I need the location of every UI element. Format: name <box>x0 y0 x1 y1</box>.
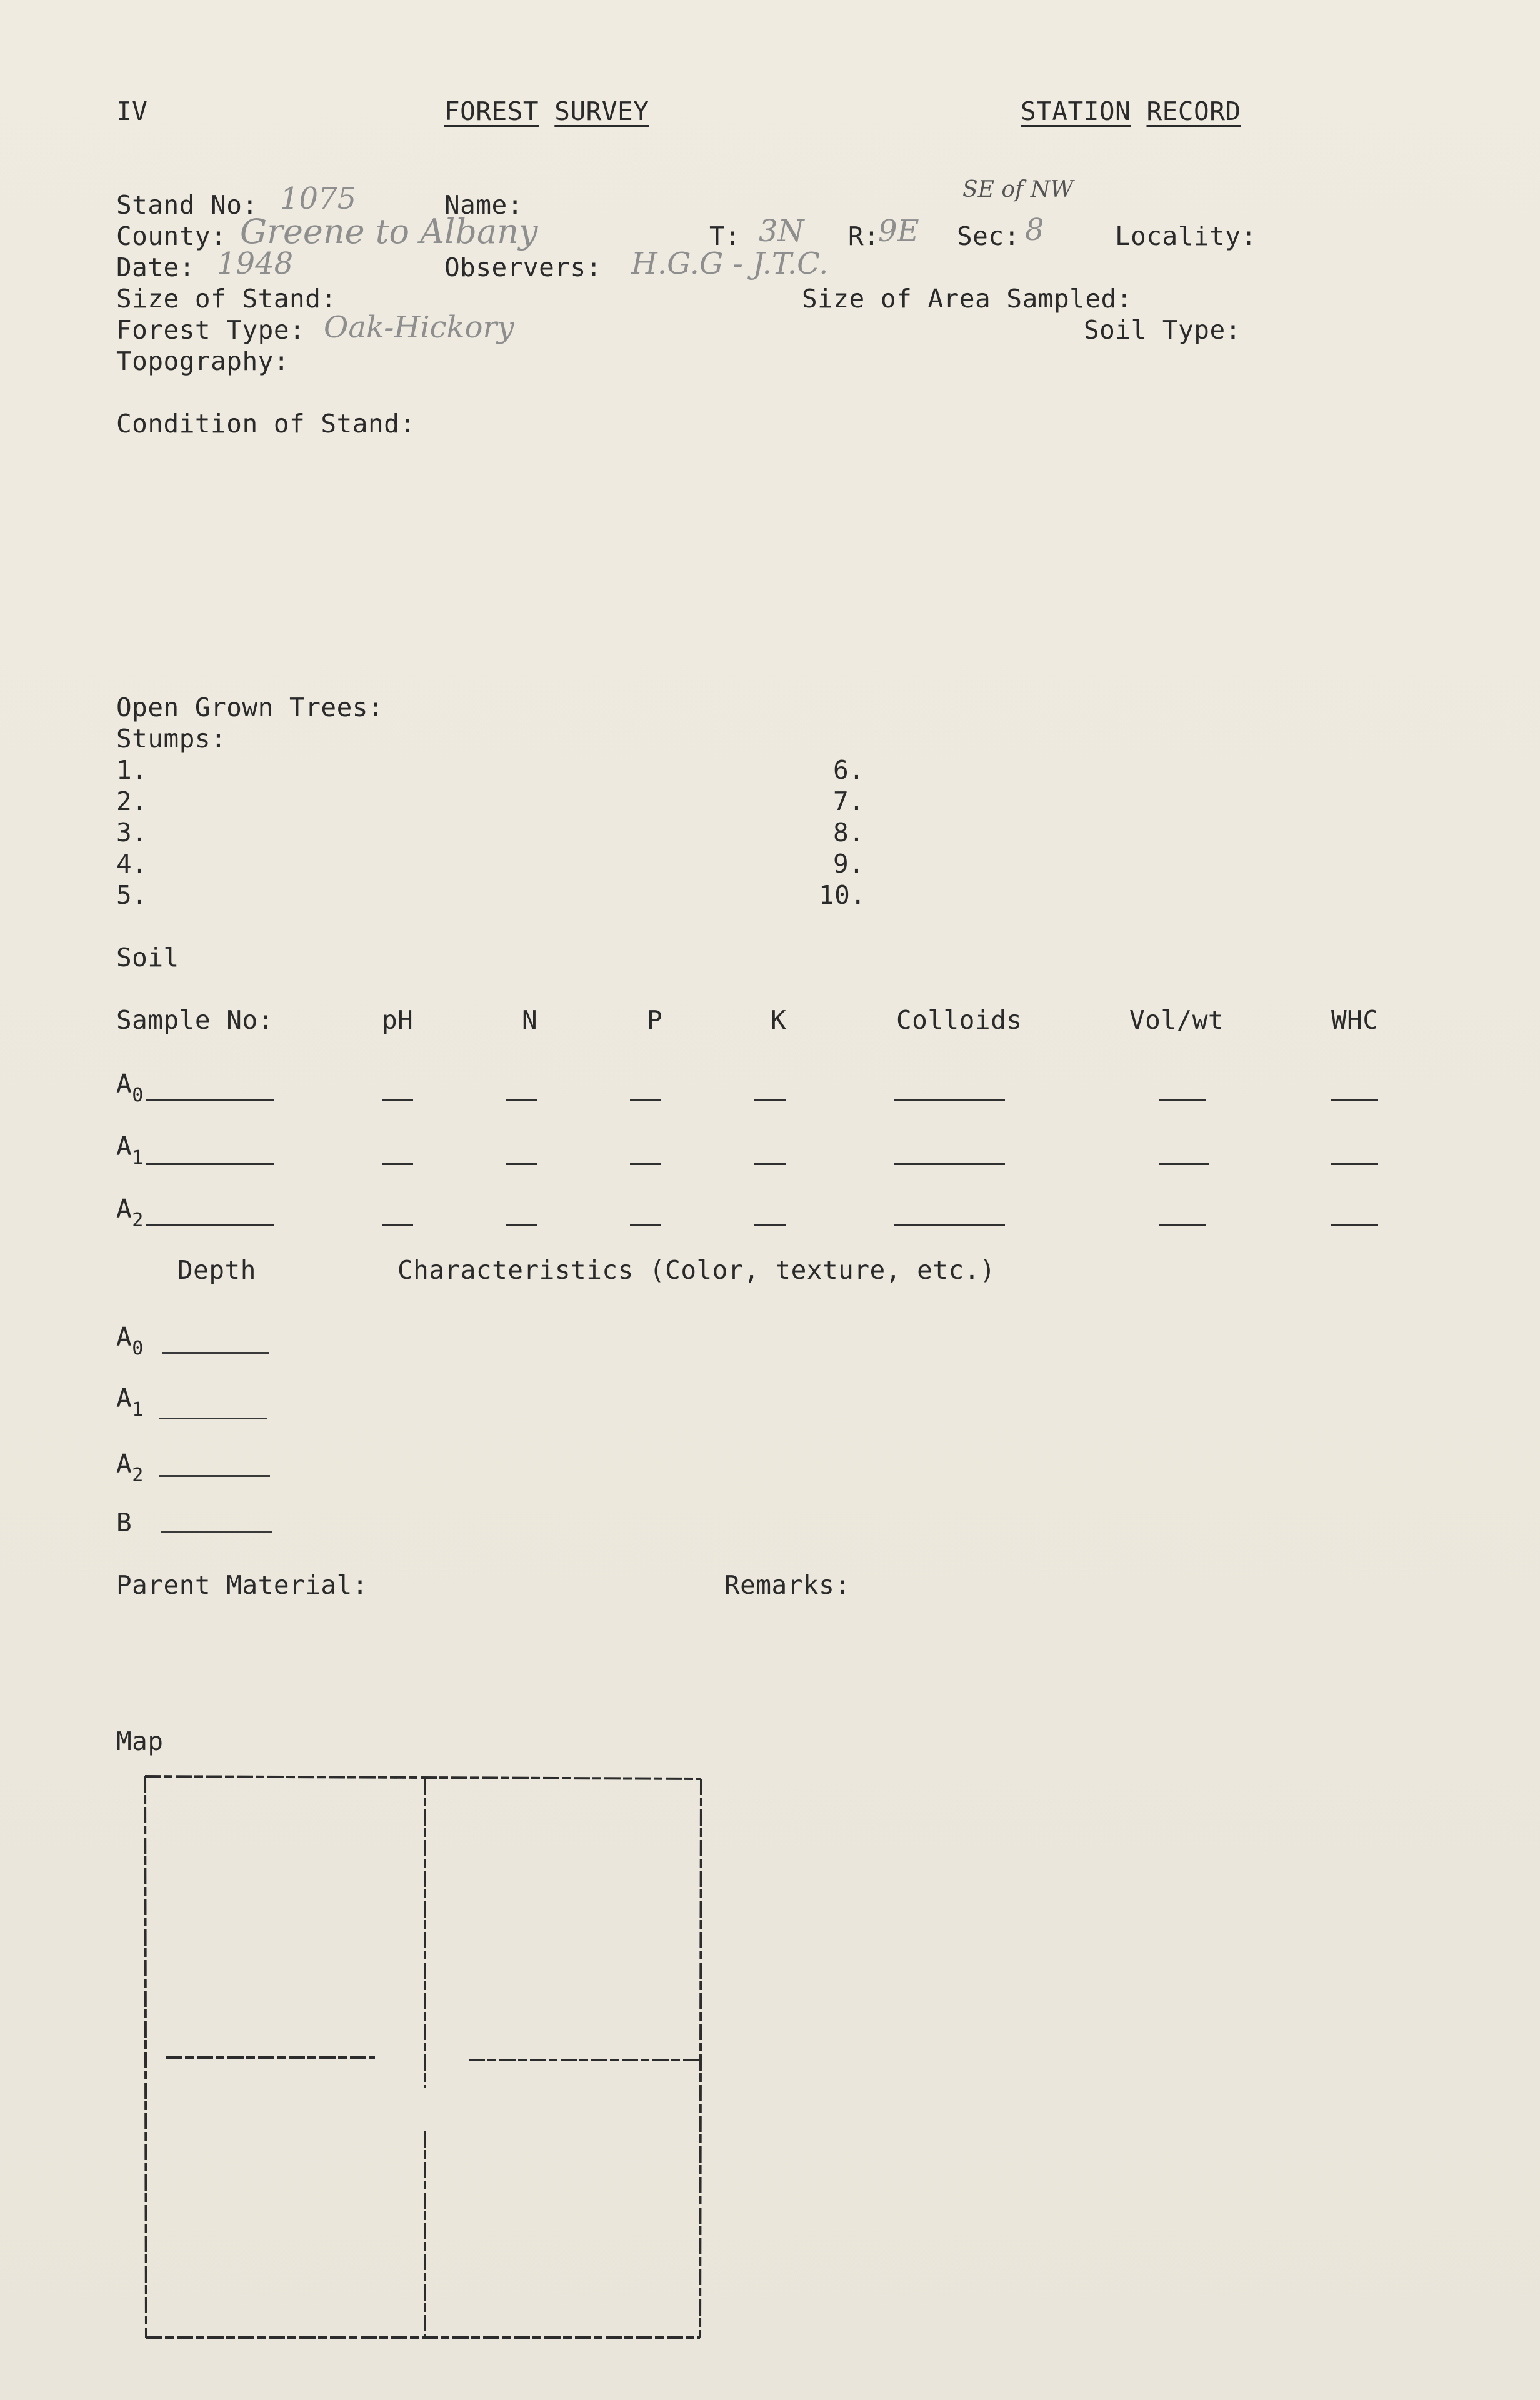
stump-number: 4. <box>116 849 148 879</box>
col-k: K <box>771 1005 787 1035</box>
form-title <box>444 96 649 126</box>
depth-row-label: $A_0$ <box>116 1322 144 1359</box>
depth-blank[interactable] <box>161 1531 272 1533</box>
vol-wt-blank[interactable] <box>1159 1224 1206 1226</box>
n-blank[interactable] <box>506 1162 538 1165</box>
col-whc: WHC <box>1331 1005 1379 1035</box>
map-border-right <box>700 1779 701 2338</box>
ph-blank[interactable] <box>382 1224 413 1226</box>
name-label: Name: <box>444 190 523 220</box>
r-label: R: <box>848 221 880 251</box>
col-n: N <box>522 1005 538 1035</box>
soil-type-label: Soil Type: <box>1084 315 1241 345</box>
vol-wt-blank[interactable] <box>1159 1162 1209 1165</box>
sample-no-blank[interactable] <box>146 1099 274 1101</box>
n-blank[interactable] <box>506 1099 538 1101</box>
depth-blank[interactable] <box>159 1475 270 1477</box>
stump-number: 8. <box>833 818 865 848</box>
forest-type-label: Forest Type: <box>116 315 306 345</box>
k-blank[interactable] <box>754 1224 786 1226</box>
parent-material-label: Parent Material: <box>116 1570 368 1600</box>
whc-blank[interactable] <box>1331 1224 1378 1226</box>
stump-number: 7. <box>833 786 865 816</box>
date-label: Date: <box>116 252 195 282</box>
sample-no-blank[interactable] <box>146 1224 274 1226</box>
col-p: P <box>647 1005 663 1035</box>
size-of-stand-label: Size of Stand: <box>116 284 337 314</box>
form-title-word-1: FOREST <box>444 96 539 126</box>
sample-row-label: $A_1$ <box>116 1131 144 1169</box>
ph-blank[interactable] <box>382 1099 413 1101</box>
k-blank[interactable] <box>754 1162 786 1165</box>
colloids-blank[interactable] <box>894 1162 1005 1165</box>
record-title-word-2: RECORD <box>1146 96 1241 126</box>
soil-label: Soil <box>116 942 179 972</box>
sample-row-label: $A_0$ <box>116 1069 144 1106</box>
condition-label: Condition of Stand: <box>116 409 416 439</box>
section-numeral: IV <box>116 96 148 126</box>
ph-blank[interactable] <box>382 1162 413 1165</box>
stump-number: 2. <box>116 786 148 816</box>
remarks-label: Remarks: <box>724 1570 851 1600</box>
t-value[interactable]: 3N <box>759 214 804 249</box>
map-border-left <box>145 1776 146 2338</box>
depth-blank[interactable] <box>162 1352 269 1354</box>
form-title-word-2: SURVEY <box>554 96 649 126</box>
sample-no-blank[interactable] <box>146 1162 274 1165</box>
sec-value[interactable]: 8 <box>1025 212 1044 248</box>
stump-number: 5. <box>116 880 148 910</box>
map-grid[interactable] <box>138 1762 719 2350</box>
sec-note: SE of NW <box>962 177 1074 202</box>
depth-row-label: B <box>116 1508 132 1538</box>
depth-row-label: $A_1$ <box>116 1383 144 1421</box>
open-grown-label: Open Grown Trees: <box>116 692 384 722</box>
vol-wt-blank[interactable] <box>1159 1099 1206 1101</box>
record-title <box>1021 96 1241 126</box>
p-blank[interactable] <box>630 1162 661 1165</box>
sec-label: Sec: <box>957 221 1020 251</box>
county-value[interactable]: Greene to Albany <box>240 212 538 251</box>
date-value[interactable]: 1948 <box>217 246 294 281</box>
record-title-word-1: STATION <box>1021 96 1131 126</box>
forest-type-value[interactable]: Oak-Hickory <box>324 310 514 345</box>
depth-blank[interactable] <box>159 1418 267 1419</box>
t-label: T: <box>709 221 741 251</box>
depth-row-label: $A_2$ <box>116 1449 144 1486</box>
stand-no-value[interactable]: 1075 <box>280 181 357 216</box>
locality-label: Locality: <box>1115 221 1257 251</box>
n-blank[interactable] <box>506 1224 538 1226</box>
observers-label: Observers: <box>444 252 602 282</box>
r-value[interactable]: 9E <box>878 214 919 249</box>
k-blank[interactable] <box>754 1099 786 1101</box>
whc-blank[interactable] <box>1331 1162 1378 1165</box>
map-label: Map <box>116 1726 164 1756</box>
characteristics-label: Characteristics (Color, texture, etc.) <box>398 1255 996 1285</box>
col-colloids: Colloids <box>896 1005 1022 1035</box>
county-label: County: <box>116 221 227 251</box>
col-vol-wt: Vol/wt <box>1129 1005 1224 1035</box>
col-ph: pH <box>382 1005 414 1035</box>
stumps-label: Stumps: <box>116 724 227 754</box>
depth-label: Depth <box>178 1255 256 1285</box>
colloids-blank[interactable] <box>894 1224 1005 1226</box>
stump-number: 1. <box>116 755 148 785</box>
whc-blank[interactable] <box>1331 1099 1378 1101</box>
stand-no-label: Stand No: <box>116 190 258 220</box>
sample-row-label: $A_2$ <box>116 1194 144 1231</box>
map-border-top <box>145 1776 701 1779</box>
stump-number: 10. <box>819 880 866 910</box>
stump-number: 9. <box>833 849 865 879</box>
col-sample-no: Sample No: <box>116 1005 274 1035</box>
p-blank[interactable] <box>630 1224 661 1226</box>
colloids-blank[interactable] <box>894 1099 1005 1101</box>
topography-label: Topography: <box>116 346 290 376</box>
p-blank[interactable] <box>630 1099 661 1101</box>
size-of-area-label: Size of Area Sampled: <box>802 284 1132 314</box>
stump-number: 6. <box>833 755 865 785</box>
observers-value[interactable]: H.G.G - J.T.C. <box>631 246 829 281</box>
stump-number: 3. <box>116 818 148 848</box>
